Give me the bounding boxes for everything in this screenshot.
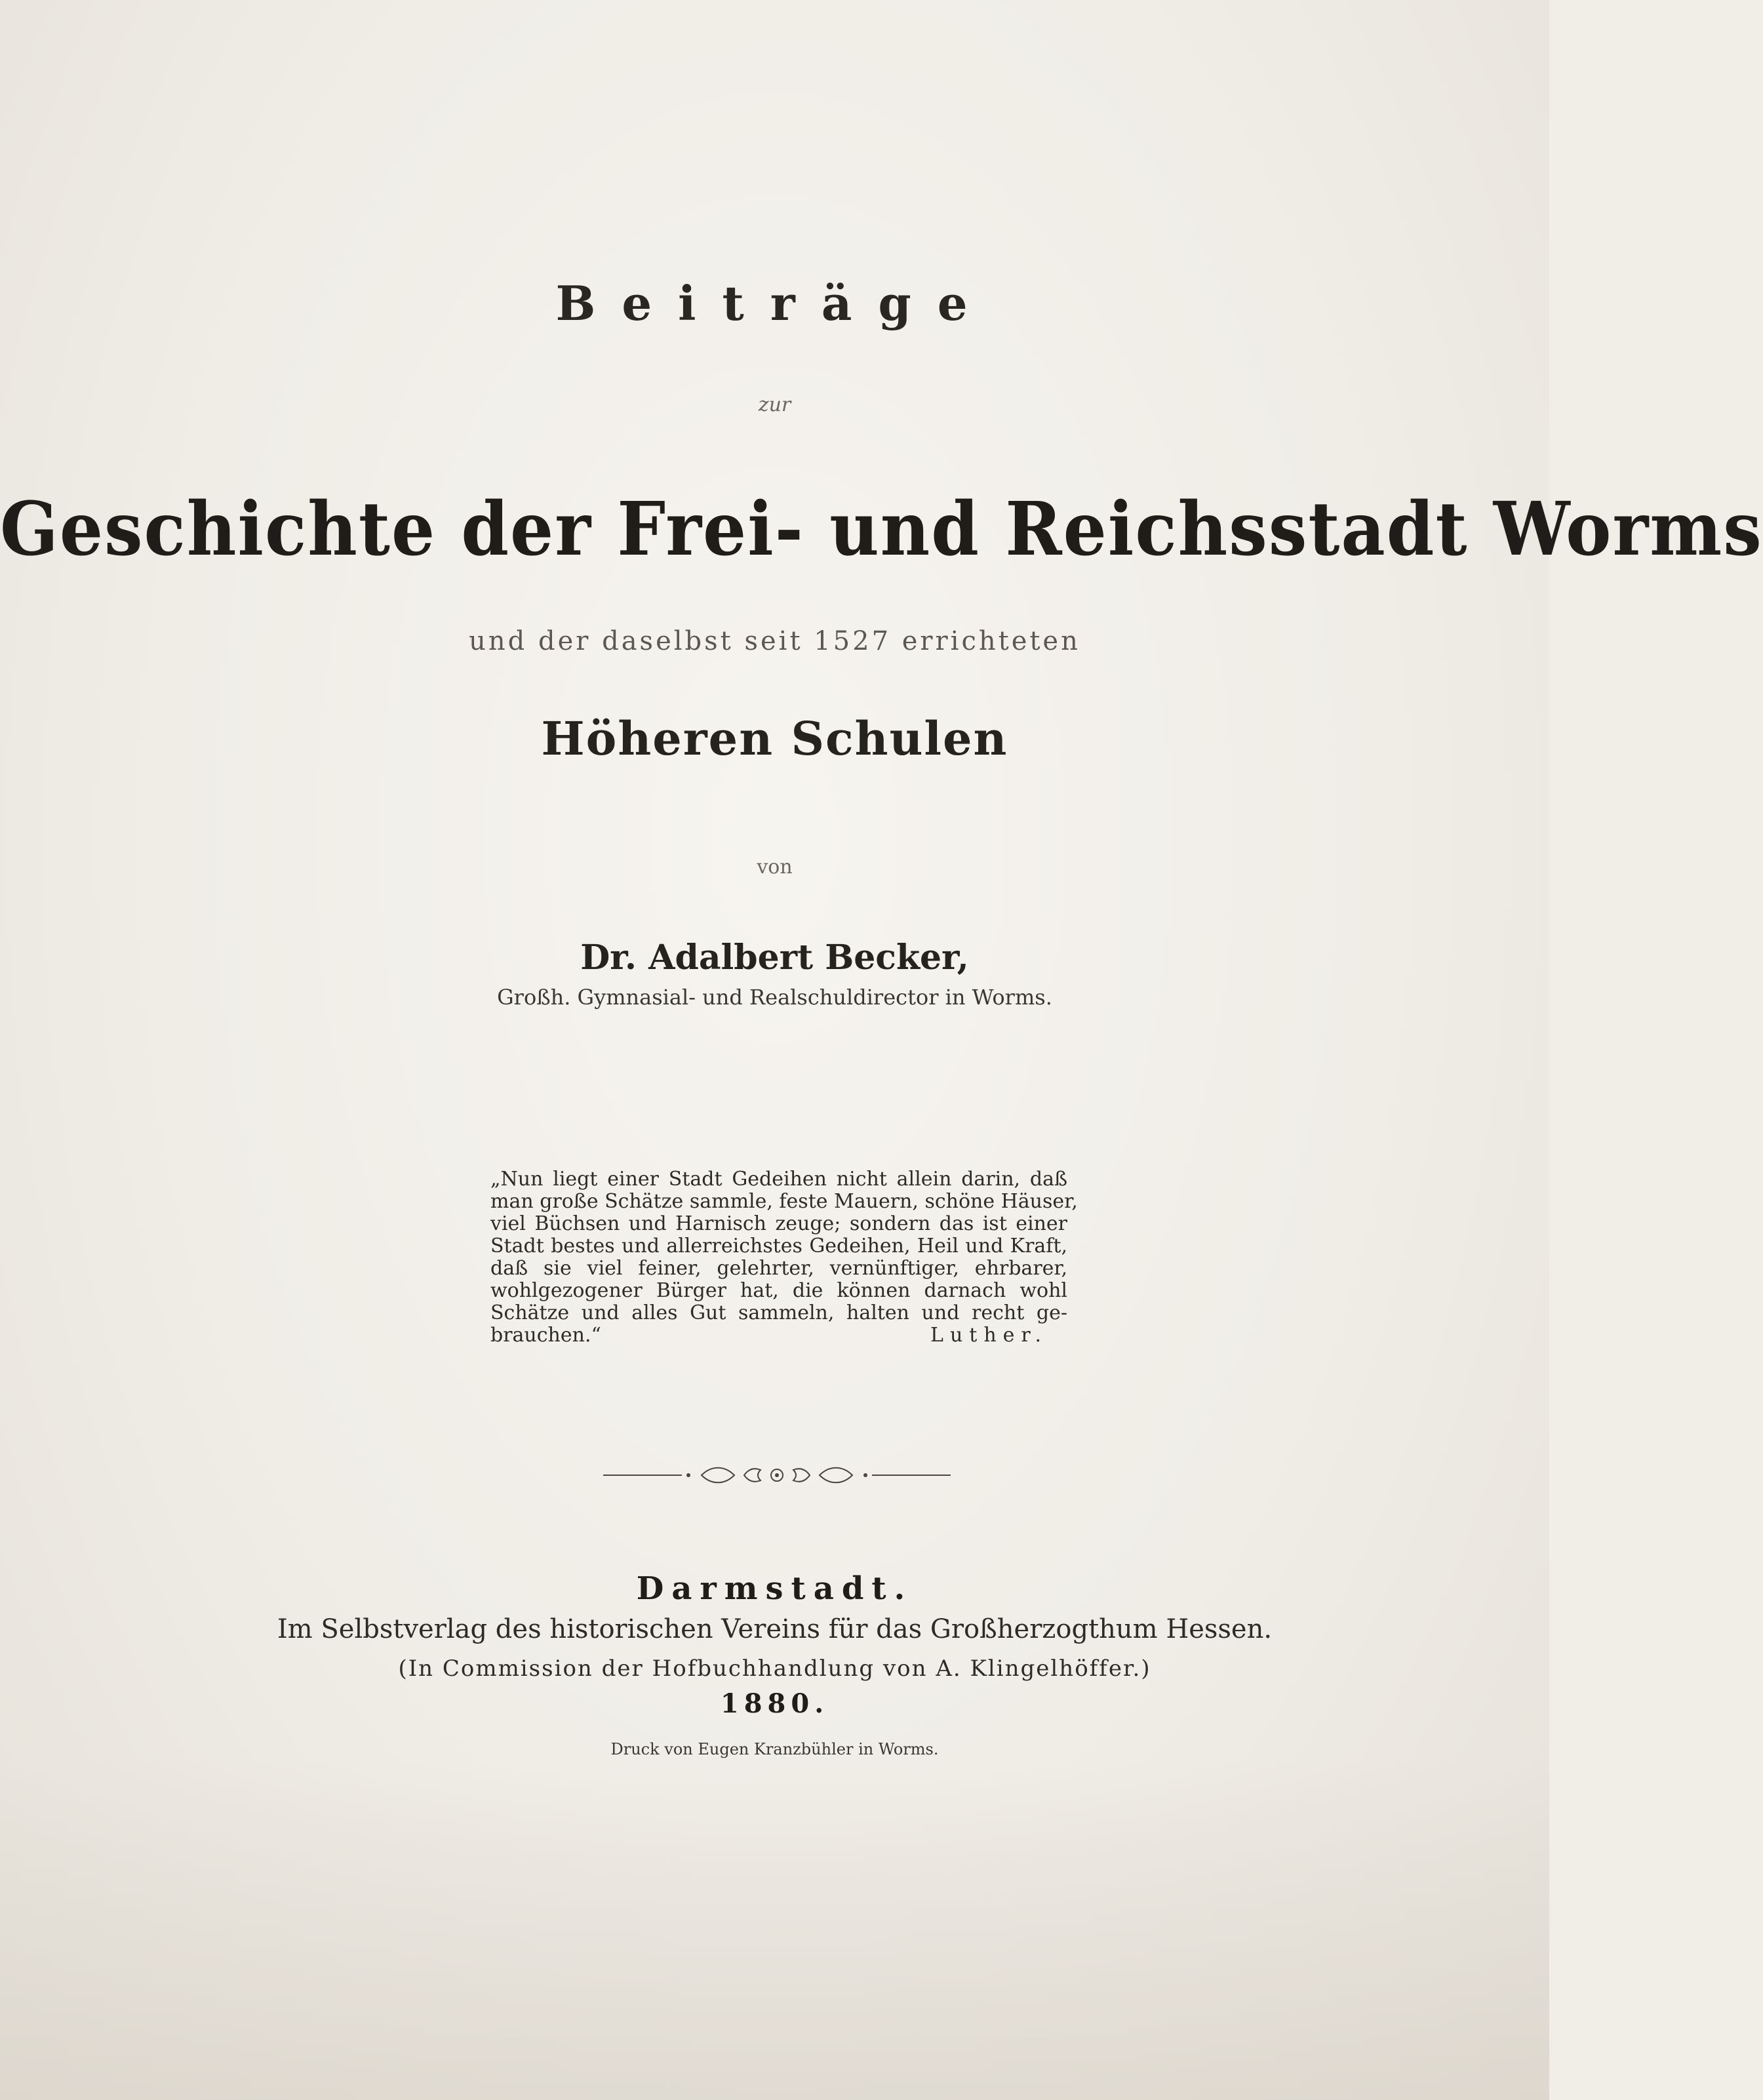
printer-note: Druck von Eugen Kranzbühler in Worms. (610, 1740, 939, 1758)
publication-place: Darmstadt. (636, 1570, 913, 1607)
book-title: Beiträge (555, 275, 994, 331)
title-connector: zur (758, 393, 791, 416)
subtitle: und der daselbst seit 1527 errichteten (469, 626, 1080, 656)
main-title: Geschichte der Frei- und Reichsstadt Worms (0, 485, 1763, 572)
author-title: Großh. Gymnasial- und Realschuldirector in Worms. (497, 985, 1052, 1010)
epigraph-quote (490, 1168, 1078, 1347)
publication-year: 1880. (720, 1688, 829, 1719)
paper-stain (0, 1759, 1549, 2100)
schools-title: Höheren Schulen (541, 711, 1008, 766)
quote-line: Schätze und alles Gut sammeln, halten und recht ge- (490, 1301, 1067, 1324)
quote-line: wohlgezogener Bürger hat, die können darnach wohl (490, 1279, 1067, 1302)
quote-line: Stadt bestes und allerreichstes Gedeihen, Heil und Kraft, (490, 1235, 1067, 1258)
commission-note: (In Commission der Hofbuchhandlung von A. Klingelhöffer.) (398, 1655, 1151, 1682)
quote-line: viel Büchsen und Harnisch zeuge; sondern das ist einer (490, 1212, 1067, 1235)
quote-line: „Nun liegt einer Stadt Gedeihen nicht allein darin, daß (490, 1168, 1067, 1191)
publisher: Im Selbstverlag des historischen Vereins für das Großherzogthum Hessen. (277, 1614, 1273, 1644)
quote-line: brauchen.“ (490, 1324, 601, 1347)
by-line: von (757, 856, 793, 879)
quote-line: man große Schätze sammle, feste Mauern, schöne Häuser, (490, 1190, 1078, 1213)
quote-last-line (490, 1324, 1067, 1347)
author-name: Dr. Adalbert Becker, (580, 938, 969, 978)
ornament-divider-icon (603, 1459, 951, 1492)
quote-attribution: Luther. (930, 1324, 1048, 1347)
quote-line: daß sie viel feiner, gelehrter, vernünftiger, ehrbarer, (490, 1257, 1067, 1280)
